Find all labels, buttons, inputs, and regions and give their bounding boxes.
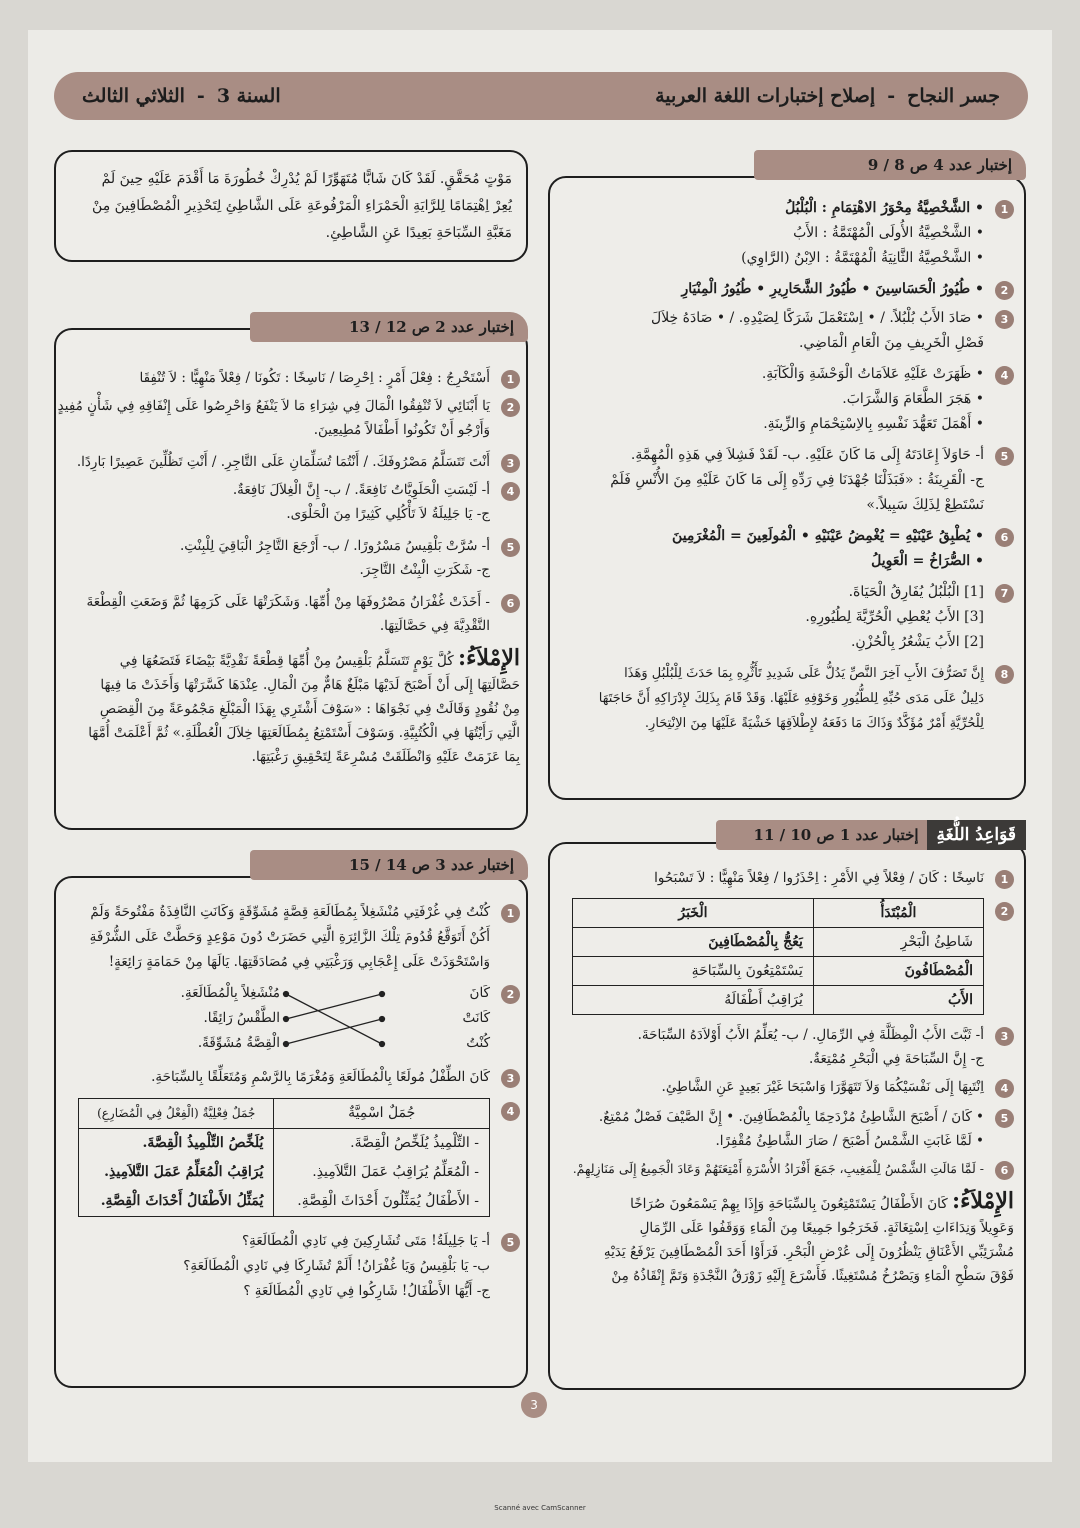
- title-text: إختبار عدد 2 ص 12 / 13: [349, 318, 514, 336]
- dictation-line: كُلَّ يَوْمٍ تَتَسَلَّمُ بَلْقِيسُ مِنْ أُمِّهَا قِطْعَةً نَقْدِيَّةً بَيْضَاءَ فَتَضَعُهَا فِي: [119, 653, 454, 669]
- match-dot: [284, 1042, 289, 1047]
- answer-item: [558, 866, 1014, 890]
- answer-item: [558, 362, 1014, 437]
- dictation-line: بِمَا عَزَمَتْ عَلَيْهِ وَانْطَلَقَتْ مُسْرِعَةً لِتَحْقِيقِ رَغْبَتِهَا.: [251, 749, 520, 765]
- sentence-table: [78, 1098, 490, 1217]
- header-right: جسر النجاح-إصلاح إختبارات اللغة العربية: [655, 85, 1000, 107]
- table-cell: - التِّلْمِيذُ يُلَخِّصُ الْقِصَّةَ.: [274, 1129, 490, 1159]
- table-header: جُمَلٌ اسْمِيَّةٌ: [274, 1099, 490, 1129]
- answer-line: • الشَّخْصِيَّةُ الثَّانِيَةُ الْمُهْتَمَّةُ : الاِبْنُ (الرَّاوِي): [741, 250, 984, 266]
- grammar-label: قَوَاعِدُ اللُّغَةِ: [927, 820, 1026, 850]
- dictation-label: الإِمْلاَءُ:: [457, 645, 520, 671]
- answer-item: [64, 1229, 520, 1304]
- table-header: الْمُبْتَدَأُ: [813, 899, 983, 928]
- match-line: [286, 1019, 382, 1044]
- answer-line: [2] الأَبُ يَشْعُرُ بِالْحُزْنِ.: [850, 634, 984, 650]
- answer-item: [558, 580, 1014, 655]
- answer-line: وَأَرْجُو أَنْ تَكُونُوا أَطْفَالاً مُطِيعِينَ.: [313, 422, 490, 438]
- answer-line: فَصْلِ الْخَرِيفِ مِنَ الْعَامِ الْمَاضِي.: [798, 335, 984, 351]
- answer-item: [558, 1023, 1014, 1071]
- header-left: السنة 3-الثلاثي الثالث: [82, 85, 281, 107]
- answer-item: [558, 196, 1014, 271]
- answer-line: أ- لَيْسَتِ الْحَلَوِيَّاتُ نَافِعَةً. / ب- إِنَّ الْغِلاَلَ نَافِعَةٌ.: [232, 482, 490, 498]
- dictation-block: [64, 646, 520, 769]
- match-line: [286, 994, 382, 1019]
- test-2-title: [250, 312, 528, 342]
- item-number: 4: [995, 366, 1014, 385]
- item-number: 7: [995, 584, 1014, 603]
- table-header: جُمَلٌ فِعْلِيَّةٌ (الْفِعْلُ فِي الْمُضَارِعِ): [79, 1099, 274, 1129]
- item-number: 4: [995, 1079, 1014, 1098]
- scanner-note: Scanné avec CamScanner: [494, 1504, 586, 1512]
- intro-box: [54, 150, 528, 262]
- answer-item: [64, 900, 520, 975]
- item-number: 1: [501, 370, 520, 389]
- match-dot: [380, 992, 385, 997]
- item-number: 6: [995, 528, 1014, 547]
- table-cell: يُرَاقِبُ الْمُعَلِّمُ عَمَلَ التَّلاَمِيذِ.: [79, 1158, 274, 1187]
- answer-line: • الشَّخْصِيَّةُ الأُولَى الْمُهْتَمَّةُ : الأَبُ: [793, 225, 984, 241]
- item-number: 5: [995, 447, 1014, 466]
- test-4-answers: [558, 196, 1014, 736]
- table-row: [79, 1158, 490, 1187]
- answer-item: [64, 478, 520, 526]
- title-text: إختبار عدد 3 ص 14 / 15: [349, 856, 514, 874]
- item-number: 8: [995, 665, 1014, 684]
- answer-line: ج- شَكَرَتِ الْبِنْتُ التَّاجِرَ.: [359, 562, 490, 578]
- dictation-line: وَعَوِيلاً وَنِدَاءَاتِ اِسْتِغَاثَةٍ. فَخَرَجُوا جَمِيعًا مِنَ الْمَاءِ وَوَقَفُوا عَلَى الرِّمَالِ: [639, 1220, 1014, 1236]
- answer-line: أَكُنْ أَتَوَقَّعُ قُدُومَ تِلْكَ الزَّائِرَةِ الَّتِي حَضَرَتْ دُونَ مَوْعِدٍ وَحَطَّتْ عَلَى الشُّرْفَةِ: [89, 929, 490, 945]
- match-dot: [380, 1042, 385, 1047]
- match-item: كَانَتْ: [462, 1010, 490, 1026]
- test-2-answers: [57, 366, 520, 769]
- table-header: الْخَبَرُ: [573, 899, 814, 928]
- dictation-label: الإِمْلاَءُ:: [951, 1188, 1014, 1214]
- dictation-line: مِنْ نُقُودٍ وَقَالَتْ فِي نَجْوَاهَا : «سَوْفَ أَشْتَرِي بِهَذَا الْمَبْلَغِ مَجْمُوعَةً مِنَ الْقِصَصِ: [99, 701, 520, 717]
- answer-line: أ- ثَبَّتَ الأَبُ الْمِظَلَّةَ فِي الرِّمَالِ. / ب- يُعَلِّمُ الأَبُ أَوْلاَدَهُ السِّبَاحَةَ.: [637, 1027, 984, 1043]
- item-number: 1: [995, 200, 1014, 219]
- table-row: [79, 1129, 490, 1159]
- table-cell: - الْمُعَلِّمُ يُرَاقِبُ عَمَلَ التَّلاَمِيذِ.: [274, 1158, 490, 1187]
- match-item: كُنْتُ: [466, 1035, 490, 1051]
- answer-line: النَّقْدِيَّةَ فِي حَصَّالَتِهَا.: [379, 618, 490, 634]
- answer-line: نَاسِخًا : كَانَ / فِعْلاً فِي الأَمْرِ : اِحْذَرُوا / فِعْلاً مَنْهِيًّا : لاَ تَسْبَحُوا: [654, 870, 984, 886]
- answer-line: - لَمَّا مَالَتِ الشَّمْسُ لِلْمَغِيبِ، جَمَعَ أَفْرَادُ الأُسْرَةِ أَمْتِعَتَهُمْ وَعَادَ الْجَمِيعُ إِلَى مَنَازِلِهِمْ.: [572, 1161, 984, 1176]
- answer-item: [558, 306, 1014, 356]
- answer-line: وَاسْتَحْوَذَتْ عَلَى إِعْجَابِي وَرَغْبَتِي فِي مُصَادَقَتِهَا. يَالَهَا مِنْ حَمَامَةٍ رَائِعَةٍ!: [108, 954, 490, 970]
- dictation-block: [558, 1189, 1014, 1288]
- answer-line: دَلِيلٌ عَلَى مَدَى حُبِّهِ لِلطُّيُورِ وَخَوْفِهِ عَلَيْهَا. وَقَدْ قَامَ بِذَلِكَ لإِدْرَاكِهِ أَنَّ حَاجَتَهَا: [598, 691, 984, 706]
- subject-predicate-table: [572, 898, 984, 1015]
- title-text: إختبار عدد 4 ص 8 / 9: [867, 156, 1012, 174]
- answer-line: • كَانَ / أَصْبَحَ الشَّاطِئُ مُزْدَحِمًا بِالْمُصْطَافِينَ. • إِنَّ الصَّيْفَ فَصْلٌ مُمْتِعٌ.: [598, 1109, 984, 1125]
- answer-item: [558, 1157, 1014, 1181]
- answer-line: [3] الأَبُ يُعْطِي الْحُرِّيَّةَ لِطُيُورِهِ.: [805, 609, 984, 625]
- match-item: مُنْشَغِلاً بِالْمُطَالَعَةِ.: [180, 985, 280, 1001]
- answer-line: إِنَّ تَصَرُّفَ الأَبِ آخِرَ النَّصِّ يَدُلُّ عَلَى شَدِيدِ تَأَثُّرِهِ بِمَا حَدَثَ لِلْبُلْبُلِ وَهَذَا: [624, 666, 984, 681]
- item-number: 3: [501, 1069, 520, 1088]
- dictation-line: فَوْقَ سَطْحِ الْمَاءِ وَيَصْرُخُ مُسْتَغِيثًا. فَأَسْرَعَ إِلَيْهِ زَوْرَقُ النَّجْدَةِ وَتَمَّ إِنْقَاذُهُ مِنْ: [611, 1268, 1014, 1284]
- item-number: 6: [995, 1161, 1014, 1180]
- answer-item: [558, 1075, 1014, 1099]
- dictation-line: مُشْرَئِبِّي الأَعْنَاقِ يَنْظُرُونَ إِلَى عُرْضِ الْبَحْرِ. فَرَأَوْا أَحَدَ الْمُصْطَافِينَ يَرْفَعُ يَدَيْهِ: [603, 1244, 1014, 1260]
- answer-item: [64, 981, 520, 1059]
- matching-exercise: [64, 981, 490, 1059]
- answer-item: [64, 590, 520, 638]
- answer-line: ج- أَيُّهَا الأَطْفَالُ! شَارِكُوا فِي نَادِي الْمُطَالَعَةِ ؟: [243, 1283, 490, 1299]
- answer-item: [64, 1065, 520, 1090]
- table-row: [573, 957, 984, 986]
- table-row: [79, 1187, 490, 1217]
- answer-line: أَسْتَخْرِجُ : فِعْلَ أَمْرٍ : اِحْرِصَا / نَاسِخًا : تَكُونَا / فِعْلاً مَنْهِيًّا : لاَ تُنْفِقَا: [139, 370, 490, 386]
- test-3-answers: [64, 900, 520, 1304]
- table-cell: يَعُجُّ بِالْمُصْطَافِينَ: [573, 928, 814, 957]
- answer-line: • الصُّرَاخُ = الْعَوِيلُ: [871, 553, 984, 569]
- intro-line: مَوْتٍ مُحَقَّقٍ. لَقَدْ كَانَ شَابًّا مُتَهَوِّرًا لَمْ يُدْرِكْ خُطُورَةَ مَا أَقْدَمَ عَلَيْهِ حِينَ لَمْ: [101, 171, 512, 187]
- answer-line: • أَهْمَلَ تَعَهُّدَ نَفْسِهِ بِالاِسْتِحْمَامِ وَالزِّينَةِ.: [763, 416, 984, 432]
- match-left-column: [80, 981, 280, 1056]
- item-number: 2: [501, 398, 520, 417]
- item-number: 1: [995, 870, 1014, 889]
- item-number: 2: [995, 902, 1014, 921]
- dictation-line: كَانَ الأَطْفَالُ يَسْتَمْتِعُونَ بِالسِّبَاحَةِ وَإِذَا بِهِمْ يَسْمَعُونَ صُرَاخًا: [630, 1196, 948, 1212]
- match-line: [286, 994, 382, 1044]
- table-row: [573, 986, 984, 1015]
- answer-line: • لَمَّا غَابَتِ الشَّمْسُ أَصْبَحَ / صَارَ الشَّاطِئُ مُقْفِرًا.: [715, 1133, 984, 1149]
- answer-line: أ- سُرَّتْ بَلْقِيسُ مَسْرُورًا. / ب- أَرْجَعَ التَّاجِرُ الْبَاقِيَ لِلْبِنْتِ.: [179, 538, 490, 554]
- answer-line: أ- حَاوَلاَ إِعَادَتَهُ إِلَى مَا كَانَ عَلَيْهِ. ب- لَقَدْ فَشِلاَ فِي هَذِهِ الْمُهِمَّةِ.: [630, 447, 984, 463]
- dictation-line: الَّتِي رَأَيْتُهَا فِي الْكُتُبِيَّةِ. وَسَوْفَ أَسْتَمْتِعُ بِمُطَالَعَتِهَا خِلاَلَ الْعُطْلَةِ.» ثُمَّ أَعْلَمَتْ أُمَّهَا: [88, 725, 520, 741]
- answer-line: • الشَّخْصِيَّةُ مِحْوَرُ الاهْتِمَامِ : الْبُلْبُلُ: [785, 200, 984, 216]
- answer-line: أ- يَا جَلِيلَةُ! مَتَى تُشَارِكِينَ فِي نَادِي الْمُطَالَعَةِ؟: [241, 1233, 490, 1249]
- answer-line: ج- يَا جَلِيلَةُ لاَ تَأْكُلِي كَثِيرًا مِنَ الْحَلْوَى.: [286, 506, 490, 522]
- item-number: 2: [995, 281, 1014, 300]
- answer-line: كَانَ الطِّفْلُ مُولَعًا بِالْمُطَالَعَةِ وَمُغْرَمًا بِالرَّسْمِ وَمُتَعَلِّقًا بِالسِّبَاحَةِ.: [151, 1069, 490, 1085]
- match-item: الْقِصَّةُ مُشَوِّقَةً.: [197, 1035, 280, 1051]
- item-number: 1: [501, 904, 520, 923]
- item-number: 5: [501, 538, 520, 557]
- answer-item: [558, 443, 1014, 518]
- test-3-title: [250, 850, 528, 880]
- answer-item: [558, 524, 1014, 574]
- item-number: 3: [995, 310, 1014, 329]
- match-item: الطَّقْسُ رَائِقًا.: [203, 1010, 280, 1026]
- grammar-answers: [558, 866, 1014, 1288]
- answer-line: ج- الْقَرِينَةُ : «فَبَذَلْنَا جُهْدَنَا فِي رَدِّهِ إِلَى مَا كَانَ عَلَيْهِ مِنَ الأُنْسِ فَلَمْ: [610, 472, 984, 488]
- item-number: 4: [501, 1102, 520, 1121]
- item-number: 2: [501, 985, 520, 1004]
- match-dot: [284, 1017, 289, 1022]
- test-4-title: [754, 150, 1026, 180]
- intro-line: مَغَبَّةِ السِّبَاحَةِ بَعِيدًا عَنِ الشَّاطِئِ.: [325, 225, 512, 241]
- title-text: إختبار عدد 1 ص 10 / 11: [753, 826, 919, 844]
- page-number: 3: [521, 1392, 547, 1418]
- table-cell: الْمُصْطَافُونَ: [813, 957, 983, 986]
- table-cell: يُرَاقِبُ أَطْفَالَهُ: [573, 986, 814, 1015]
- item-number: 5: [501, 1233, 520, 1252]
- answer-item: [558, 277, 1014, 302]
- match-dot: [284, 992, 289, 997]
- intro-text: [66, 166, 512, 247]
- answer-line: • صَادَ الأَبُ بُلْبُلاً. / • اِسْتَعْمَلَ شَرَكًا لِصَيْدِهِ. / • صَادَهُ خِلاَلَ: [651, 310, 984, 326]
- table-cell: يُلَخِّصُ التِّلْمِيذُ الْقِصَّةَ.: [79, 1129, 274, 1159]
- match-dot: [380, 1017, 385, 1022]
- header-brand: جسر النجاح: [907, 85, 1000, 107]
- answer-item: [558, 1105, 1014, 1153]
- answer-line: • ظَهَرَتْ عَلَيْهِ عَلاَمَاتُ الْوَحْشَةِ وَالْكَآبَةِ.: [761, 366, 984, 382]
- answer-line: يَا أَبْنَائِي لاَ تُنْفِقُوا الْمَالَ فِي شِرَاءِ مَا لاَ يَنْفَعُ وَاحْرِصُوا عَلَى إِنْفَاقِهِ فِي شَأْنٍ مُفِيدٍ: [57, 398, 490, 414]
- answer-item: [64, 1098, 520, 1217]
- table-cell: الأَبُ: [813, 986, 983, 1015]
- page-header: [54, 72, 1028, 120]
- header-subject: إصلاح إختبارات اللغة العربية: [655, 85, 876, 107]
- table-row: [573, 928, 984, 957]
- answer-item: [57, 394, 520, 442]
- answer-item: [64, 366, 520, 390]
- answer-line: • يُطْبِقُ عَيْنَيْهِ = يُغْمِضُ عَيْنَيْهِ • الْمُولَعِينَ = الْمُغْرَمِينَ: [672, 528, 984, 544]
- table-cell: يُمَثِّلُ الأَطْفَالُ أَحْدَاثَ الْقِصَّةِ.: [79, 1187, 274, 1217]
- answer-line: ج- إِنَّ السِّبَاحَةَ فِي الْبَحْرِ مُمْتِعَةٌ.: [808, 1051, 984, 1067]
- grammar-title: [716, 820, 1026, 850]
- answer-line: اِنْتَبِهَا إِلَى نَفْسَيْكُمَا وَلاَ تَتَهَوَّرَا وَاسْبَحَا غَيْرَ بَعِيدٍ عَنِ الشَّاطِئِ.: [661, 1079, 984, 1095]
- answer-item: [558, 661, 1014, 736]
- table-cell: - الأَطْفَالُ يُمَثِّلُونَ أَحْدَاثَ الْقِصَّةِ.: [274, 1187, 490, 1217]
- item-number: 4: [501, 482, 520, 501]
- answer-line: - أَخَذَتْ غُفْرَانُ مَصْرُوفَهَا مِنْ أُمِّهَا. وَشَكَرَتْهَا عَلَى كَرَمِهَا ثُمَّ وَضَعَتِ الْقِطْعَةَ: [86, 594, 490, 610]
- item-number: 3: [995, 1027, 1014, 1046]
- header-year: السنة 3: [216, 85, 281, 107]
- table-cell: يَسْتَمْتِعُونَ بِالسِّبَاحَةِ: [573, 957, 814, 986]
- answer-line: • هَجَرَ الطَّعَامَ وَالشَّرَابَ.: [842, 391, 984, 407]
- answer-line: أَنْتَ تَتَسَلَّمُ مَصْرُوفَكَ. / أَنْتُمَا تُسَلِّمَانِ عَلَى التَّاجِرِ. / أَنْتِ تَظُلِّينَ عَصِيرًا بَارِدًا.: [76, 454, 490, 470]
- answer-line: لِلْحُرِّيَّةِ أَمْرٌ مُؤَكَّدٌ وَذَاكَ مَا دَفَعَهُ لإِطْلاَقِهَا خَشْيَةً عَلَيْهَا مِنَ الاِنْتِحَارِ.: [644, 716, 984, 731]
- answer-item: [558, 898, 1014, 1015]
- intro-line: يُعِرْ اِهْتِمَامًا لِلرَّايَةِ الْحَمْرَاءِ الْمَرْفُوعَةِ عَلَى الشَّاطِئِ لِتَحْذِيرِ الْمُصْطَافِينَ مِنْ: [92, 198, 512, 214]
- answer-line: نَسْتَطِعْ لِذَلِكَ سَبِيلاً.»: [866, 497, 984, 513]
- table-cell: شَاطِئُ الْبَحْرِ: [813, 928, 983, 957]
- match-item: كَانَ: [469, 985, 490, 1001]
- answer-line: كُنْتُ فِي غُرْفَتِي مُنْشَغِلاً بِمُطَالَعَةِ قِصَّةٍ مُشَوِّقَةٍ وَكَانَتِ النَّافِذَةُ مَفْتُوحَةً وَلَمْ: [90, 904, 490, 920]
- answer-item: [64, 450, 520, 474]
- answer-line: • طُيُورُ الْحَسَاسِينَ • طُيُورُ الشَّحَارِيرِ • طُيُورُ الْمِنْيَارِ: [681, 281, 984, 297]
- answer-item: [64, 534, 520, 582]
- item-number: 3: [501, 454, 520, 473]
- item-number: 5: [995, 1109, 1014, 1128]
- answer-line: [1] الْبُلْبُلُ يُفَارِقُ الْحَيَاةَ.: [848, 584, 984, 600]
- header-term: الثلاثي الثالث: [82, 85, 185, 107]
- item-number: 6: [501, 594, 520, 613]
- answer-line: ب- يَا بَلْقِيسُ وَيَا غُفْرَانُ! أَلَمْ تُشَارِكَا فِي نَادِي الْمُطَالَعَةِ؟: [183, 1258, 490, 1274]
- dictation-line: حَصَّالَتِهَا إِلَى أَنْ أَصْبَحَ لَدَيْهَا مَبْلَغٌ هَامٌّ مِنَ الْمَالِ. عِنْدَهَا كَسَّرَتْهَا وَأَخَذَتْ مَا فِيهَا: [100, 677, 520, 693]
